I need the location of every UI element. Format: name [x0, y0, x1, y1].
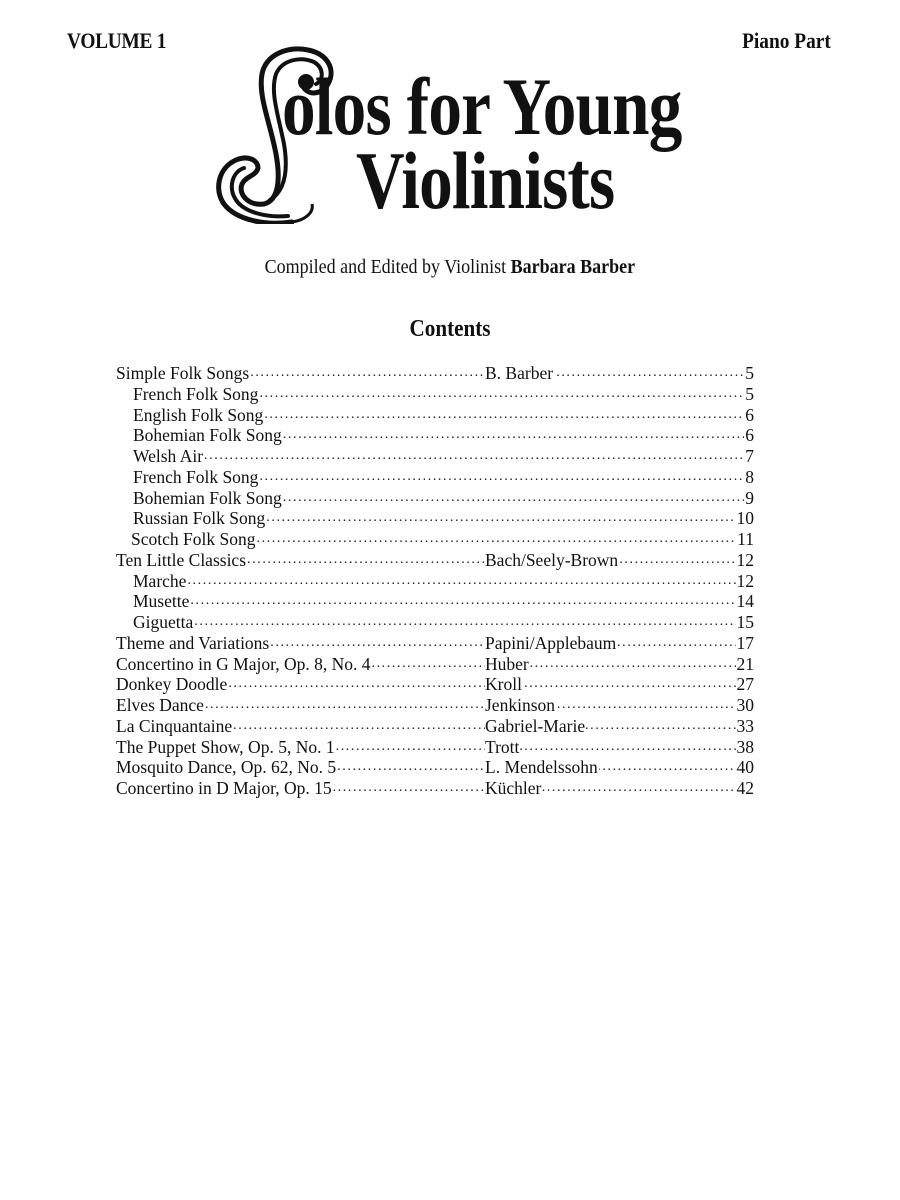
toc-entry-page: 17 — [736, 632, 754, 653]
table-of-contents — [116, 363, 754, 799]
toc-entry — [116, 488, 754, 509]
toc-entry-title: Bohemian Folk Song — [133, 425, 282, 446]
toc-entry-title: Musette — [133, 591, 190, 612]
toc-entry-page: 8 — [745, 466, 754, 487]
toc-entry-page: 5 — [745, 383, 754, 404]
toc-entry-page: 15 — [736, 612, 754, 632]
dot-leader — [283, 488, 754, 509]
toc-entry — [116, 695, 754, 716]
toc-entry-page: 30 — [736, 695, 754, 715]
toc-entry-line — [133, 446, 754, 467]
toc-entry — [116, 674, 754, 695]
toc-entry-line — [133, 425, 754, 446]
toc-entry-title: Bohemian Folk Song — [133, 487, 282, 508]
toc-entry — [116, 508, 754, 529]
toc-entry-title: Marche — [133, 570, 187, 591]
toc-entry — [116, 384, 754, 405]
toc-entry-line — [133, 591, 754, 612]
toc-entry-line — [116, 550, 754, 571]
toc-entry-line — [131, 529, 754, 550]
dot-leader — [256, 529, 754, 550]
toc-entry-composer: Küchler — [485, 778, 542, 798]
dot-leader — [259, 384, 754, 405]
toc-entry-title: Concertino in G Major, Op. 8, No. 4 — [116, 653, 371, 674]
toc-entry — [116, 716, 754, 737]
dot-leader — [266, 508, 754, 529]
toc-entry-title: French Folk Song — [133, 383, 259, 404]
toc-entry-line — [133, 467, 754, 488]
toc-entry-line — [133, 384, 754, 405]
toc-entry — [116, 425, 754, 446]
toc-entry-title: La Cinquantaine — [116, 715, 233, 736]
toc-entry-composer: Papini/Applebaum — [485, 632, 617, 653]
dot-leader — [333, 778, 754, 799]
toc-entry-composer: Jenkinson — [485, 695, 555, 715]
toc-entry — [116, 446, 754, 467]
toc-entry-page: 11 — [737, 529, 754, 549]
toc-entry-page: 14 — [736, 591, 754, 612]
toc-entry — [116, 405, 754, 426]
toc-entry-title: Simple Folk Songs — [116, 363, 250, 383]
toc-entry-page: 10 — [736, 508, 754, 529]
toc-entry-title: Russian Folk Song — [133, 508, 266, 529]
toc-entry-page: 33 — [736, 715, 754, 736]
toc-entry-line — [116, 716, 754, 737]
toc-entry-line — [133, 508, 754, 529]
toc-entry-page: 27 — [736, 674, 754, 695]
toc-entry-title: Welsh Air — [133, 446, 204, 466]
dot-leader — [205, 695, 754, 716]
part-label: Piano Part — [742, 28, 831, 53]
toc-entry — [116, 550, 754, 571]
editor-name: Barbara Barber — [510, 256, 636, 278]
toc-entry — [116, 633, 754, 654]
title-line-2: Violinists — [356, 135, 615, 226]
toc-entry — [116, 654, 754, 675]
toc-entry-page: 6 — [745, 425, 754, 446]
toc-entry-page: 42 — [736, 778, 754, 798]
toc-entry-page: 21 — [736, 653, 754, 674]
dot-leader — [187, 571, 754, 592]
dot-leader — [283, 425, 754, 446]
toc-entry-line — [116, 633, 754, 654]
toc-entry — [116, 467, 754, 488]
toc-entry-line — [133, 488, 754, 509]
toc-entry-title: Donkey Doodle — [116, 674, 228, 695]
toc-entry-page: 6 — [745, 404, 754, 425]
toc-entry-page: 38 — [736, 736, 754, 757]
toc-entry-title: Ten Little Classics — [116, 549, 247, 570]
toc-entry-title: Theme and Variations — [116, 632, 270, 653]
contents-heading-text: Contents — [409, 316, 491, 342]
toc-entry-composer: Gabriel-Marie — [485, 715, 586, 736]
dot-leader — [190, 591, 754, 612]
dot-leader — [194, 612, 754, 633]
toc-entry — [116, 757, 754, 778]
toc-entry-title: English Folk Song — [133, 404, 264, 425]
credit-prefix: Compiled and Edited by Violinist — [264, 256, 511, 278]
dot-leader — [264, 405, 754, 426]
toc-entry-title: French Folk Song — [133, 466, 259, 487]
title-line-1: olos for Young — [282, 61, 682, 152]
toc-entry-line — [116, 757, 754, 778]
toc-entry-line — [116, 654, 754, 675]
toc-entry-title: Elves Dance — [116, 695, 204, 715]
toc-entry — [116, 363, 754, 384]
toc-entry-title: Giguetta — [133, 612, 194, 632]
toc-entry-line — [133, 571, 754, 592]
toc-entry-composer: Trott — [485, 736, 520, 757]
toc-entry-title: Scotch Folk Song — [131, 529, 256, 549]
toc-entry-line — [116, 695, 754, 716]
toc-entry-line — [133, 405, 754, 426]
volume-label: VOLUME 1 — [67, 28, 167, 53]
toc-entry-line — [133, 612, 754, 633]
toc-entry-page: 7 — [745, 446, 754, 466]
toc-entry-page: 9 — [745, 487, 754, 508]
toc-entry — [116, 737, 754, 758]
toc-entry-line — [116, 737, 754, 758]
toc-entry-page: 12 — [736, 570, 754, 591]
toc-entry-composer: Kroll — [485, 674, 522, 695]
toc-entry — [116, 591, 754, 612]
toc-entry-page: 12 — [736, 549, 754, 570]
toc-entry-line — [116, 778, 754, 799]
toc-entry-line — [116, 363, 754, 384]
toc-entry — [116, 571, 754, 592]
toc-entry-title: Mosquito Dance, Op. 62, No. 5 — [116, 757, 337, 778]
toc-entry-composer: Bach/Seely-Brown — [485, 549, 619, 570]
contents-heading — [0, 316, 900, 343]
toc-entry-composer: Huber — [485, 653, 529, 674]
editor-credit — [0, 256, 900, 279]
toc-entry — [116, 529, 754, 550]
toc-entry-composer: L. Mendelssohn — [485, 757, 598, 778]
dot-leader — [371, 654, 754, 675]
toc-entry-title: Concertino in D Major, Op. 15 — [116, 778, 332, 798]
toc-entry — [116, 778, 754, 799]
toc-entry-line — [116, 674, 754, 695]
dot-leader — [204, 446, 754, 467]
toc-entry-composer: B. Barber — [485, 363, 554, 383]
toc-entry-title: The Puppet Show, Op. 5, No. 1 — [116, 736, 335, 757]
toc-entry-page: 40 — [736, 757, 754, 778]
toc-entry — [116, 612, 754, 633]
dot-leader — [336, 737, 754, 758]
toc-entry-page: 5 — [745, 363, 754, 383]
dot-leader — [259, 467, 754, 488]
